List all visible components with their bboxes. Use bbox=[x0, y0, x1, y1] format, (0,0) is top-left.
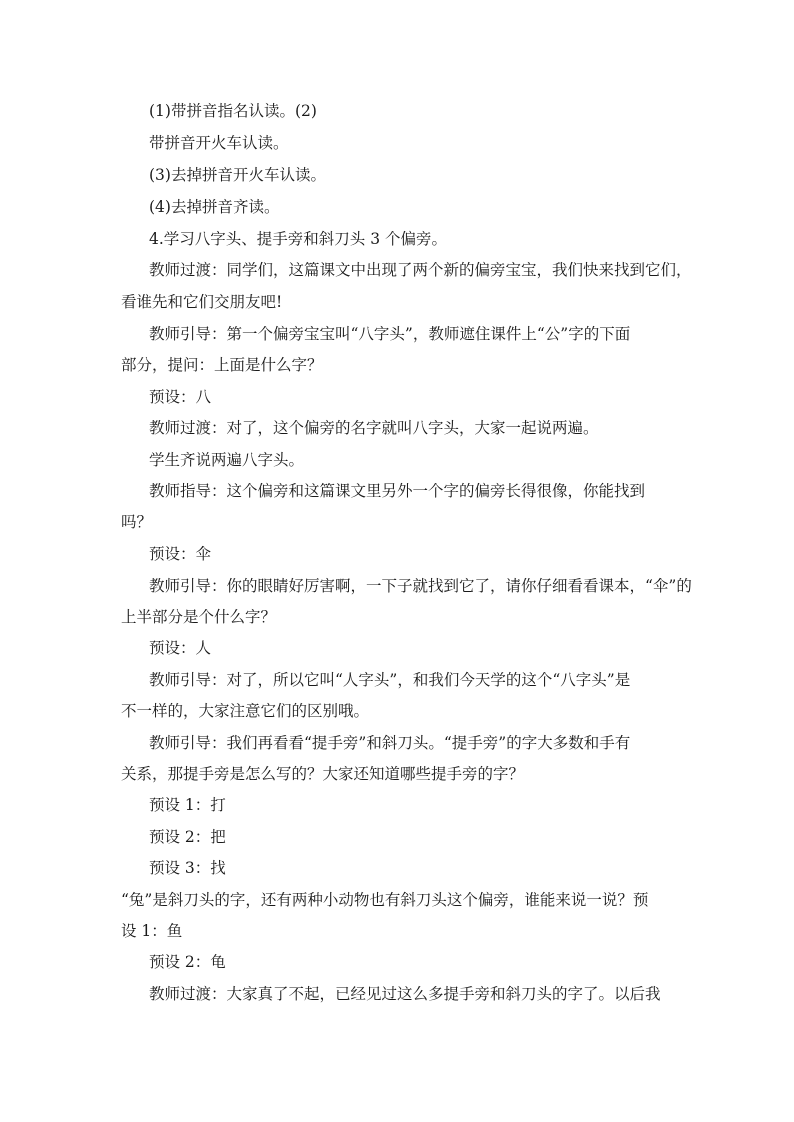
text-line: 预设 2：龟 bbox=[149, 953, 226, 971]
text-line: 教师过渡：同学们，这篇课文中出现了两个新的偏旁宝宝，我们快来找到它们， bbox=[149, 261, 692, 279]
text-line: 关系，那提手旁是怎么写的？大家还知道哪些提手旁的字？ bbox=[121, 765, 525, 783]
text-line: 预设 3：找 bbox=[149, 859, 226, 877]
text-line: 教师过渡：大家真了不起，已经见过这么多提手旁和斜刀头的字了。以后我 bbox=[149, 985, 661, 1003]
text-line: 预设 1：打 bbox=[149, 796, 226, 814]
text-line: 上半部分是个什么字？ bbox=[121, 608, 277, 626]
text-line: 教师引导：我们再看看“提手旁”和斜刀头。“提手旁”的字大多数和手有 bbox=[149, 734, 631, 752]
text-line: 设 1：鱼 bbox=[121, 922, 183, 940]
text-line: 教师引导：对了，所以它叫“人字头”，和我们今天学的这个“八字头”是 bbox=[149, 671, 631, 689]
text-line: 预设 2：把 bbox=[149, 828, 226, 846]
text-line: 部分，提问：上面是什么字？ bbox=[121, 356, 323, 374]
text-line: 吗？ bbox=[121, 513, 153, 531]
text-line: 学生齐说两遍八字头。 bbox=[149, 451, 305, 469]
text-line: 预设：八 bbox=[149, 388, 212, 406]
text-line: 看谁先和它们交朋友吧! bbox=[121, 293, 283, 311]
text-line: 4.学习八字头、提手旁和斜刀头 3 个偏旁。 bbox=[149, 230, 448, 248]
text-line: “兔”是斜刀头的字，还有两种小动物也有斜刀头这个偏旁，谁能来说一说？预 bbox=[121, 891, 649, 909]
text-line: (3)去掉拼音开火车认读。 bbox=[149, 166, 326, 184]
text-line: 不一样的，大家注意它们的区别哦。 bbox=[121, 702, 370, 720]
text-line: 预设：人 bbox=[149, 639, 212, 657]
text-line: 教师指导：这个偏旁和这篇课文里另外一个字的偏旁长得很像，你能找到 bbox=[149, 482, 646, 500]
text-line: 预设：伞 bbox=[149, 545, 212, 563]
text-line: 教师引导：第一个偏旁宝宝叫“八字头”，教师遮住课件上“公”字的下面 bbox=[149, 325, 631, 343]
text-line: 教师引导：你的眼睛好厉害啊，一下子就找到它了，请你仔细看看课本，“伞”的 bbox=[149, 577, 692, 595]
text-line: (1)带拼音指名认读。(2) bbox=[149, 102, 317, 120]
text-line: (4)去掉拼音齐读。 bbox=[149, 198, 280, 216]
text-line: 教师过渡：对了，这个偏旁的名字就叫八字头，大家一起说两遍。 bbox=[149, 419, 599, 437]
text-line: 带拼音开火车认读。 bbox=[149, 134, 289, 152]
